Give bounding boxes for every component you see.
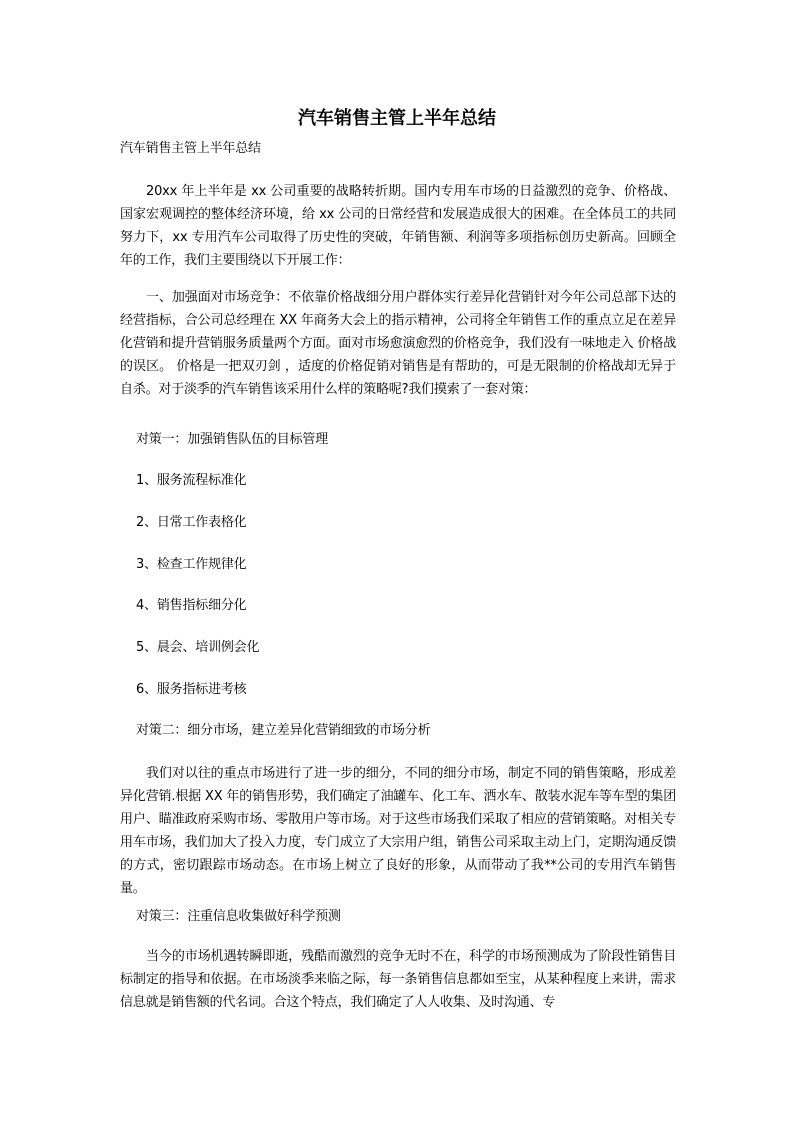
section-1-paragraph: 一、加强面对市场竞争：不依靠价格战细分用户群体实行差异化营销针对今年公司总部下达的经营指标，合公司总经理在 XX 年商务大会上的指示精神，公司将全年销售工作的重点立足在差异化营销和提升营销服务质量两个方面。面对市场愈演愈烈的价格竞争，我们没有一味地走入 价格战 的误区。 价格是一把双刃剑 ，适度的价格促销对销售是有帮助的，可是无限制的价格战却无异于自杀。对于淡季的汽车销售该采用什么样的策略呢?我们摸索了一套对策： [120,290,676,397]
strategy-3-heading: 对策三：注重信息收集做好科学预测 [136,909,341,924]
list-item: 1、服务流程标准化 [136,473,247,488]
strategy-1-heading: 对策一：加强销售队伍的目标管理 [136,432,329,447]
intro-paragraph: 20xx 年上半年是 xx 公司重要的战略转折期。国内专用车市场的日益激烈的竞争、价格战、国家宏观调控的整体经济环境，给 xx 公司的日常经营和发展造成很大的困难。在全体员工的共同努力下，xx 专用汽车公司取得了历史性的突破，年销售额、利润等多项指标创历史新高。回顾全年的工作，我们主要围绕以下开展工作： [120,184,676,268]
strategy-2-paragraph: 我们对以往的重点市场进行了进一步的细分，不同的细分市场，制定不同的销售策略，形成差异化营销.根据 XX 年的销售形势，我们确定了油罐车、化工车、洒水车、散装水泥车等车型的集团用户、瞄准政府采购市场、零散用户等市场。对于这些市场我们采取了相应的营销策略。对相关专用车市场，我们加大了投入力度，专门成立了大宗用户组，销售公司采取主动上门，定期沟通反馈的方式，密切跟踪市场动态。在市场上树立了良好的形象，从而带动了我**公司的专用汽车销售量。 [120,766,676,896]
strategy-3-paragraph: 当今的市场机遇转瞬即逝，残酷而激烈的竞争无时不在，科学的市场预测成为了阶段性销售目标制定的指导和依据。在市场淡季来临之际，每一条销售信息都如至宝，从某种程度上来讲，需求信息就是销售额的代名词。合这个特点，我们确定了人人收集、及时沟通、专 [120,949,676,1010]
list-item: 5、晨会、培训例会化 [136,640,260,655]
list-item: 4、销售指标细分化 [136,598,247,613]
document-subtitle: 汽车销售主管上半年总结 [120,141,261,156]
document-title: 汽车销售主管上半年总结 [298,108,496,129]
list-item: 3、检查工作规律化 [136,557,247,572]
list-item: 6、服务指标进考核 [136,682,247,697]
strategy-2-heading: 对策二：细分市场，建立差异化营销细致的市场分析 [136,723,431,738]
list-item: 2、日常工作表格化 [136,515,247,530]
